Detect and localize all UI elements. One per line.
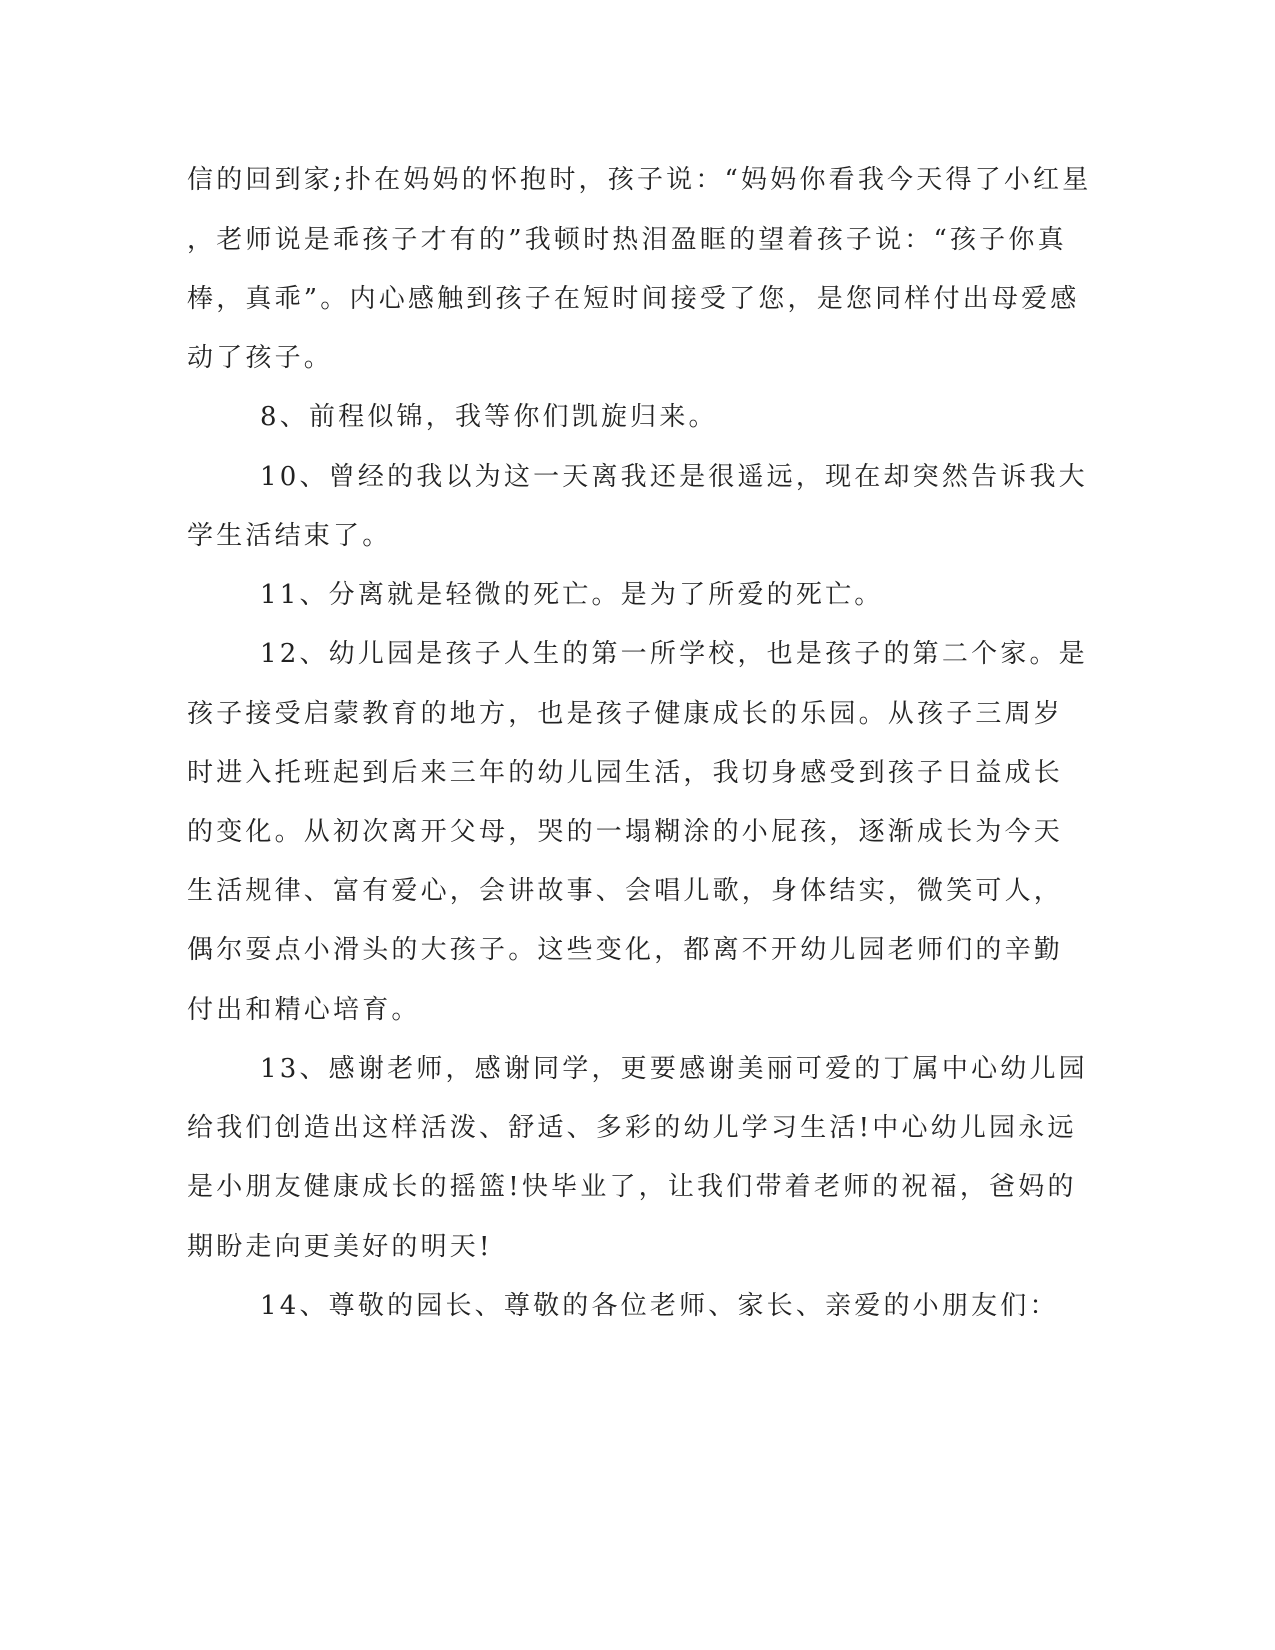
- text-line: 棒，真乖”。内心感触到孩子在短时间接受了您，是您同样付出母爱感: [187, 284, 1080, 314]
- text-line: 时进入托班起到后来三年的幼儿园生活，我切身感受到孩子日益成长: [187, 758, 1064, 788]
- paragraph-14: 14、尊敬的园长、尊敬的各位老师、家长、亲爱的小朋友们：: [260, 1291, 1059, 1321]
- text-line: 孩子接受启蒙教育的地方，也是孩子健康成长的乐园。从孩子三周岁: [187, 699, 1064, 729]
- text-line: 生活规律、富有爱心，会讲故事、会唱儿歌，身体结实，微笑可人，: [187, 876, 1064, 906]
- text-line: 的变化。从初次离开父母，哭的一塌糊涂的小屁孩，逐渐成长为今天: [187, 817, 1064, 847]
- paragraph-13: 13、感谢老师，感谢同学，更要感谢美丽可爱的丁属中心幼儿园: [260, 1054, 1088, 1084]
- paragraph-11: 11、分离就是轻微的死亡。是为了所爱的死亡。: [260, 580, 884, 610]
- text-line: 期盼走向更美好的明天!: [187, 1232, 493, 1262]
- text-line: ，老师说是乖孩子才有的”我顿时热泪盈眶的望着孩子说：“孩子你真: [187, 225, 1067, 255]
- text-line: 给我们创造出这样活泼、舒适、多彩的幼儿学习生活!中心幼儿园永远: [187, 1113, 1077, 1143]
- text-line: 信的回到家;扑在妈妈的怀抱时，孩子说：“妈妈你看我今天得了小红星: [187, 165, 1092, 195]
- paragraph-10: 10、曾经的我以为这一天离我还是很遥远，现在却突然告诉我大: [260, 462, 1088, 492]
- paragraph-12: 12、幼儿园是孩子人生的第一所学校，也是孩子的第二个家。是: [260, 639, 1088, 669]
- text-line: 是小朋友健康成长的摇篮!快毕业了，让我们带着老师的祝福，爸妈的: [187, 1172, 1077, 1202]
- text-line: 动了孩子。: [187, 343, 334, 373]
- text-line: 偶尔耍点小滑头的大孩子。这些变化，都离不开幼儿园老师们的辛勤: [187, 935, 1064, 965]
- text-line: 学生活结束了。: [187, 521, 392, 551]
- text-line: 付出和精心培育。: [187, 995, 421, 1025]
- paragraph-8: 8、前程似锦，我等你们凯旋归来。: [260, 402, 718, 432]
